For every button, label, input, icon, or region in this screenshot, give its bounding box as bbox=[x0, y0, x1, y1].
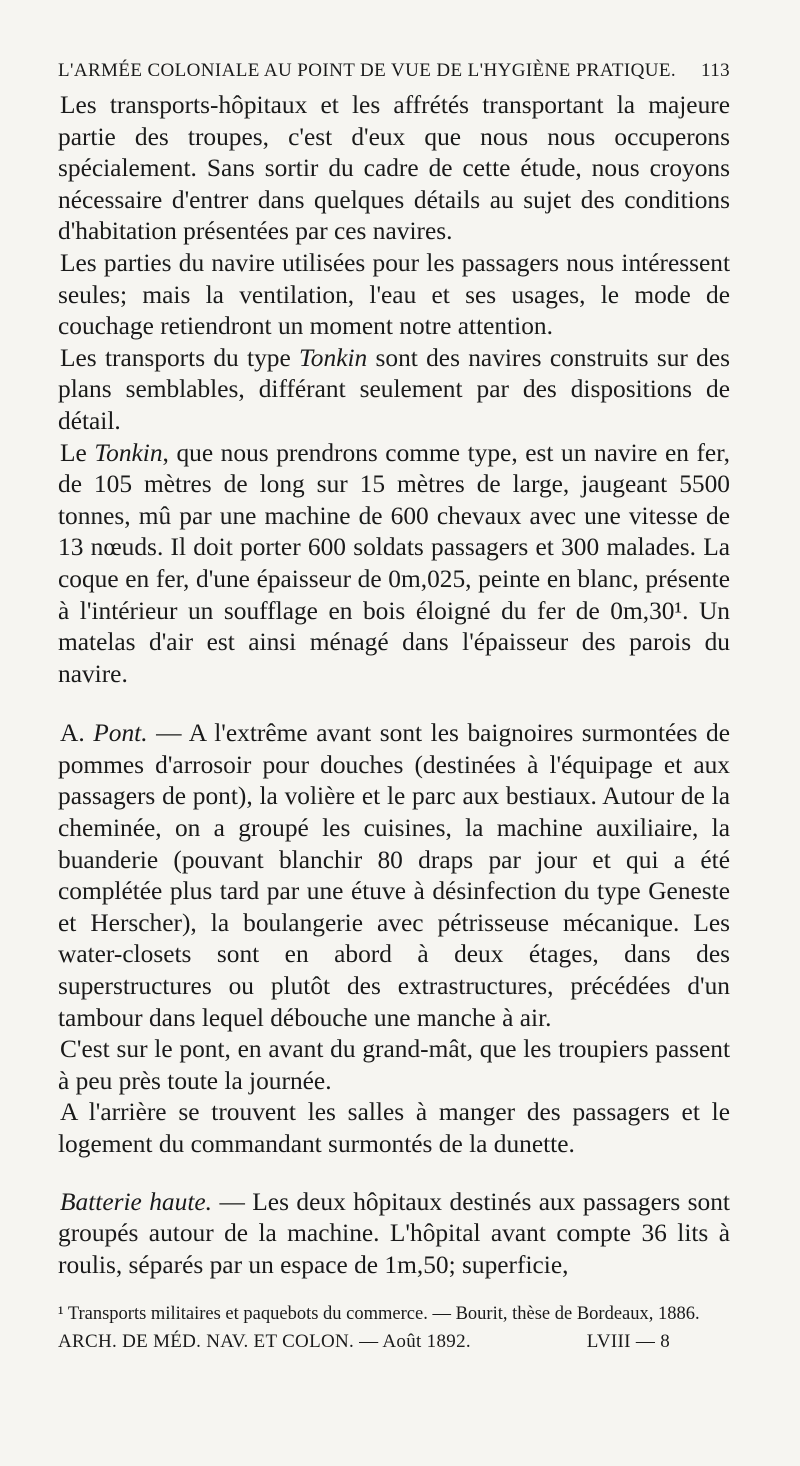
ship-name-italic: Tonkin bbox=[299, 343, 368, 372]
paragraph-4 bbox=[58, 438, 730, 691]
paragraph-2: Les parties du navire utilisées pour les passagers nous intéressent seules; mais la ventilation, l'eau et ses usages, le mode de couchage retiendront un moment notre attention. bbox=[58, 248, 730, 341]
page-footer bbox=[58, 1331, 730, 1353]
journal-citation: ARCH. DE MÉD. NAV. ET COLON. — Août 1892. bbox=[58, 1331, 471, 1353]
paragraph-5 bbox=[58, 718, 730, 1034]
paragraph-8-text: — Les deux hôpitaux destinés aux passagers sont groupés autour de la machine. L'hôpital avant compte 36 lits à roulis, séparés par un espace de 1m,50; superficie, bbox=[58, 1187, 730, 1279]
paragraph-6: C'est sur le pont, en avant du grand-mât, que les troupiers passent à peu près toute la journée. bbox=[58, 1035, 730, 1095]
signature-mark: LVIII — 8 bbox=[586, 1331, 670, 1353]
footnote: ¹ Transports militaires et paquebots du commerce. — Bourit, thèse de Bordeaux, 1886. bbox=[58, 1304, 700, 1325]
paragraph-3 bbox=[58, 343, 730, 438]
paragraph-3-text: Les transports du type bbox=[60, 343, 300, 372]
section-letter: A. bbox=[60, 719, 94, 748]
running-title: L'ARMÉE COLONIALE AU POINT DE VUE DE L'HYGIÈNE PRATIQUE. bbox=[58, 60, 677, 81]
section-heading-italic: Pont. bbox=[93, 719, 148, 748]
paragraph-5-text: — A l'extrême avant sont les baignoires surmontées de pommes d'arrosoir pour douches (destinées à l'équipage et aux passagers de pont), la volière et le parc aux bestiaux. Autour de la cheminée, on a groupé les cuisines, la machine auxiliaire, la buanderie (pouvant blanchir 80 draps par jour et qui a été complétée plus tard par une étuve à désinfection du type Geneste et Herscher), la boulangerie avec pétrisseuse mécanique. Les water-closets sont en abord à deux étages, dans des superstructures ou plutôt des extrastructures, précédées d'un tambour dans lequel débouche une manche à air. bbox=[58, 719, 730, 1032]
paragraph-3-text-cont: sont des navires construits sur des plans semblables, différant seulement par des dispositions de détail. bbox=[58, 343, 730, 435]
paragraph-4-text-cont: , que nous prendrons comme type, est un navire en fer, de 105 mètres de long sur 15 mètres de large, jaugeant 5500 tonnes, mû par une machine de 600 chevaux avec une vitesse de 13 nœuds. Il doit porter 600 soldats passagers et 300 malades. La coque en fer, d'une épaisseur de 0m,025, peinte en blanc, présente à l'intérieur un soufflage en bois éloigné du fer de 0m,30¹. Un matelas d'air est ainsi ménagé dans l'épaisseur des parois du navire. bbox=[58, 438, 730, 688]
paragraph-7: A l'arrière se trouvent les salles à manger des passagers et le logement du commandant surmontés de la dunette. bbox=[58, 1098, 730, 1158]
page-number: 113 bbox=[701, 60, 730, 81]
paragraph-8 bbox=[58, 1187, 730, 1282]
ship-name-italic: Tonkin bbox=[94, 438, 163, 467]
paragraph-4-text: Le bbox=[60, 438, 95, 467]
running-header bbox=[58, 60, 730, 82]
paragraph-1: Les transports-hôpitaux et les affrétés transportant la majeure partie des troupes, c'est d'eux que nous nous occuperons spécialement. Sans sortir du cadre de cette étude, nous croyons nécessaire d'entrer dans quelques détails au sujet des conditions d'habitation présentées par ces navires. bbox=[58, 91, 730, 246]
section-heading-italic: Batterie haute. bbox=[60, 1187, 212, 1216]
